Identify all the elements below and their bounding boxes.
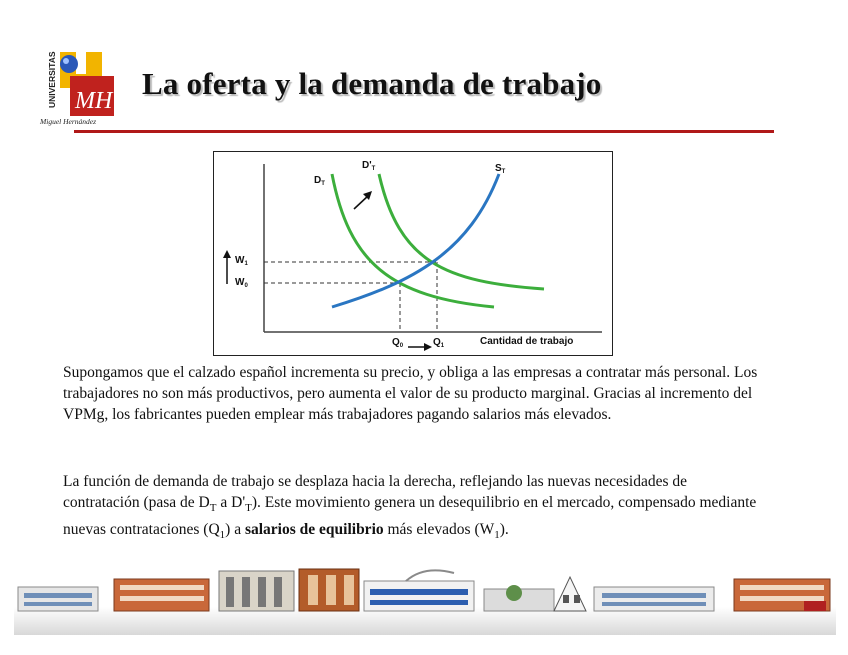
svg-text:Q0 (392, 337, 404, 349)
svg-text:W0 (235, 277, 248, 289)
p2-sub-q1: 1 (219, 529, 226, 542)
p2-sub-w1: 1 (494, 529, 500, 542)
label-q1: Q (433, 337, 441, 348)
title-rule (74, 130, 774, 133)
p2-sub-dt-prime: T (245, 502, 252, 515)
label-dt-prime-sub: T (371, 166, 376, 172)
p2-sub-dt: T (209, 502, 217, 515)
p2-text-f: ). (499, 521, 509, 539)
building-1 (18, 587, 98, 611)
label-q0-sub: 0 (399, 343, 404, 349)
building-5 (364, 570, 474, 611)
label-w0: W (235, 277, 245, 288)
university-logo (38, 46, 120, 126)
svg-text:W1 (235, 255, 248, 267)
building-6 (484, 577, 586, 611)
x-axis-label: Cantidad de trabajo (480, 336, 574, 347)
building-3 (219, 571, 294, 611)
logo-vertical-text: UNIVERSITAS (47, 51, 57, 108)
building-7 (594, 587, 714, 611)
label-dt-sub: T (321, 181, 325, 187)
p2-text-c: ). Este movimiento genera un desequilibrio en el mercado, compensado mediante nuevas contrataciones (Q (63, 494, 757, 539)
label-dt-prime: D' (362, 160, 372, 171)
label-dt: D (314, 175, 322, 186)
campus-buildings-footer (14, 565, 836, 635)
demand-curve-dt-prime (379, 174, 544, 289)
w-arrow-head (223, 250, 231, 258)
label-w0-sub: 0 (244, 283, 248, 289)
label-st: S (495, 163, 502, 174)
q-arrow-head (424, 343, 432, 351)
svg-text:D'T (362, 160, 376, 172)
labor-market-figure (213, 151, 613, 356)
building-8 (734, 579, 830, 611)
building-2 (114, 579, 209, 611)
label-w1-sub: 1 (244, 261, 248, 267)
label-w1: W (235, 255, 245, 266)
label-st-sub: T (501, 169, 506, 175)
logo-mark: MH (75, 88, 113, 114)
p2-text-b: a D' (216, 494, 246, 511)
svg-text:ST (495, 163, 506, 175)
p2-bold-equilibrium: salarios de equilibrio (244, 521, 384, 539)
label-q0: Q (392, 337, 400, 348)
paragraph-intro: Supongamos que el calzado español incrementa su precio, y obliga a las empresas a contratar más personal. Los trabajadores no son más productivos, pero aumenta el valor de su producto marginal. Gracias al incremento del VPMg, los fabricantes pueden emplear más trabajadores pagando salarios más elevados. (63, 364, 758, 423)
supply-demand-diagram (214, 152, 612, 355)
logo-caption: Miguel Hernández (40, 117, 97, 126)
slide-title: La oferta y la demanda de trabajo (142, 66, 602, 101)
supply-curve-st (332, 174, 499, 307)
svg-text:DT (314, 175, 325, 187)
svg-text:Q1 (433, 337, 445, 349)
demand-curve-dt (332, 174, 494, 307)
p2-text-a: La función de demanda de trabajo se desplaza hacia la derecha, reflejando las nuevas necesidades de contratación (pasa de D (63, 473, 687, 511)
building-4 (299, 569, 359, 611)
p2-text-e: más elevados (W (383, 521, 495, 539)
paragraph-demand-shift (63, 471, 763, 546)
label-q1-sub: 1 (440, 343, 445, 349)
p2-text-d: ) a (225, 521, 245, 539)
